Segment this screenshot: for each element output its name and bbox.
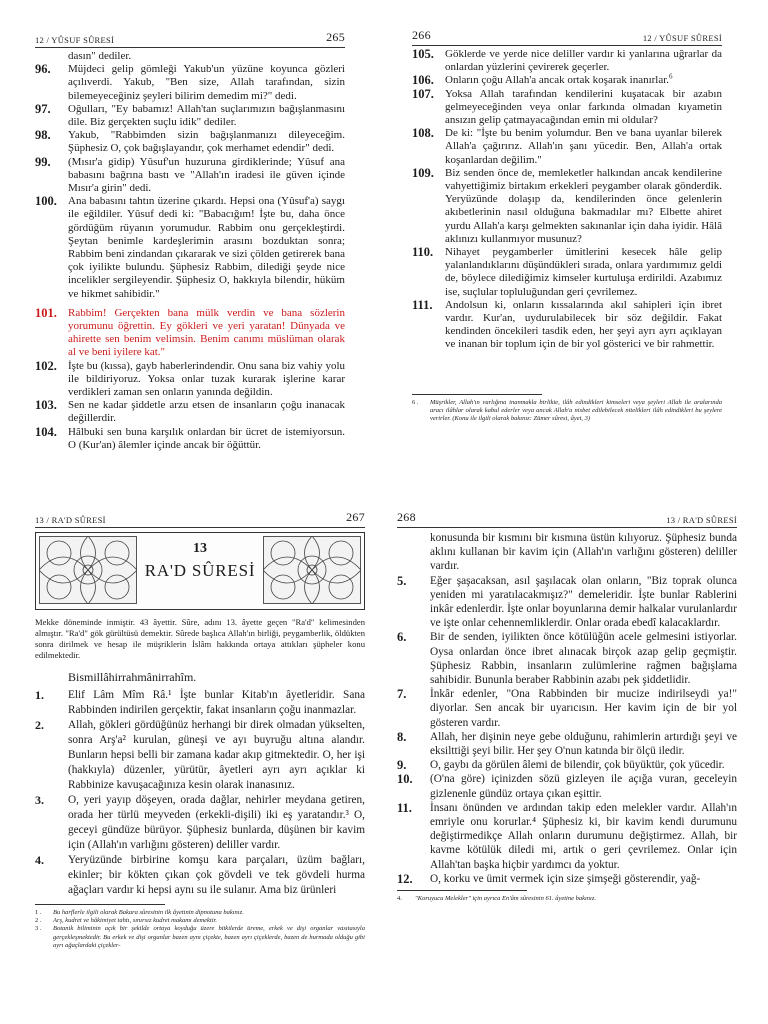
verse-continuation: dasın" dediler. <box>68 50 132 62</box>
footnote <box>412 399 722 424</box>
verse <box>412 246 722 299</box>
verse-list <box>35 50 345 452</box>
verse <box>397 801 737 872</box>
page-number: 266 <box>412 28 431 42</box>
verse-number: 11. <box>397 800 412 815</box>
verse-number: 107. <box>412 86 434 101</box>
verse-number: 5. <box>397 573 407 588</box>
verse <box>412 74 722 87</box>
verse-number: 96. <box>35 62 51 77</box>
header-surah: 13 / RA'D SÛRESİ <box>35 515 106 525</box>
footnote-text: Botanik biliminin açık bir şekilde ortaya koyduğu üzere bitkilerde üreme, erkek ve dişi organlar vasıtasıyla gerçekleşmektedir. Bu erkek ve dişi organlar bazen aynı çiçekte, bazen ayrı çiçeklerde, bazen de hurmada olduğu gibi ayrı ağaçlardaki çiçekler- <box>53 925 365 949</box>
verse-list <box>412 48 722 352</box>
page-267 <box>35 510 365 1024</box>
verse-number: 98. <box>35 128 51 143</box>
verse-text: Göklerde ve yerde nice deliller vardır ki yanlarına uğrarlar da onlardan yüzlerini çevirerek geçerler. <box>445 48 722 74</box>
verse <box>35 793 365 853</box>
header-surah: 12 / YÛSUF SÛRESİ <box>642 33 722 43</box>
footnote <box>35 909 365 917</box>
verse <box>412 88 722 128</box>
verse-text: Biz senden önce de, memleketler halkından ancak kendilerine vahyettiğimiz birtakım erkekleri peygamber olarak gönderdik. Yeryüzünde dolaşıp da, kendilerinden önce gelenlerin akıbetlerinin nasıl olduğuna bakmadılar mı? Elbette ahiret yurdu Allah'a karşı gelmekten sakınanlar için daha iyidir. Hâlâ aklınızı kullanmıyor musunuz? <box>445 166 722 245</box>
verse-text: İnkâr edenler, "Ona Rabbinden bir mucize indirilseydi ya!" diyorlar. Sen ancak bir uyarıcısın. Her kavim için de bir yol gösteren vardır. <box>430 688 737 729</box>
verse-number: 111. <box>412 297 433 312</box>
page-265 <box>35 30 345 508</box>
verse-list <box>397 531 737 886</box>
verse-text: Yeryüzünde birbirine komşu kara parçaları, üzüm bağları, ekinler; bir kökten çıkan çok gövdeli ve tek gövdeli hurma ağaçları vardır ki hepsi aynı su ile sulanır. Ama biz ürünleri <box>68 854 365 896</box>
verse-number: 97. <box>35 101 51 116</box>
verse-number: 8. <box>397 729 407 744</box>
footnote <box>35 917 365 925</box>
verse-text: Eğer şaşacaksan, asıl şaşılacak olan onların, "Biz toprak olunca yeniden mi yaratılacakmışız?" demeleridir. İşte bunlar Rablerini inkâr edenlerdir. İşte onlar boyunlarına demir halkalar vurulanlardır ve işte onlar cehennemliklerdir. Onlar orada ebedî kalacaklardır. <box>430 574 737 630</box>
verse <box>397 630 737 687</box>
footnote-number: 3 . <box>35 925 42 933</box>
footnote-number: 4. <box>397 895 402 903</box>
surah-title <box>136 541 264 581</box>
footnote-text: Arş, kudret ve hâkimiyet tahtı, sınırsız kudret makamı demektir. <box>53 917 217 925</box>
verse-text: Rabbim! Gerçekten bana mülk verdin ve bana sözlerin yorumunu öğrettin. Ey gökleri ve yeri yaratan! Dünyada ve ahirette sen benim velimsin. Benim canımı müslüman olarak al ve beni iyilere kat." <box>68 306 345 359</box>
page-number: 268 <box>397 510 416 524</box>
verse <box>35 853 365 898</box>
footnote-text: Müşrikler, Allah'ın varlığına inanmakla birlikte, ilâh edindikleri kimseleri veya şeyleri Allah ile aralarında aracı ilâhlar olarak kabul ederler veya ancak Allah'a nisbet edilebilecek nitelikleri ilâh edindikleri bu şeylere verirler. (Konu ile ilgili olarak bakınız: Zümer sûresi, âyet, 3) <box>430 398 722 423</box>
verse <box>412 167 722 246</box>
page-268 <box>397 510 737 1024</box>
verse-number: 1. <box>35 688 44 702</box>
verse-continuation: konusunda bir kısmını bir kısmına üstün kılıyoruz. Şüphesiz bunda aklını kullanan bir kavim için (Allah'ın varlığını gösteren) deliller vardır. <box>430 532 737 573</box>
verse-number: 110. <box>412 245 434 260</box>
footnote-divider <box>397 890 527 891</box>
footnote-number: 2 . <box>35 917 42 925</box>
verse-text: Onların çoğu Allah'a ancak ortak koşarak inanırlar. <box>445 74 670 87</box>
verse-number: 6. <box>397 630 407 645</box>
verse-text: O, yeri yayıp döşeyen, orada dağlar, nehirler meydana getiren, orada her türlü meyveden (erkekli-dişili) iki eş yaratandır.³ O, geceyi gündüze bürüyor. Şüphesiz bunlarda, düşünen bir kavim için (Allah'ın varlığını gösteren) deliller vardır. <box>68 794 365 851</box>
highlighted-verse <box>35 307 345 360</box>
header-surah: 13 / RA'D SÛRESİ <box>666 515 737 525</box>
page-number: 265 <box>326 30 345 44</box>
verse-number: 4. <box>35 853 44 867</box>
footnote-number: 6 . <box>412 398 419 406</box>
footnote-text: Bu harflerle ilgili olarak Bakara sûresinin ilk âyetinin dipnotuna bakınız. <box>53 909 244 916</box>
page-header <box>397 510 737 528</box>
verse-text: Allah, her dişinin neye gebe olduğunu, rahimlerin artırdığı şeyi ve eksilttiği şeyi bilir. Her şey O'nun katında bir ölçü iledir. <box>430 730 737 758</box>
verse-text: Ana babasını tahtın üzerine çıkardı. Hepsi ona (Yûsuf'a) saygı ile eğildiler. Yûsuf dedi ki: "Babacığım! İşte bu, daha önce gördüğüm rüyanın yorumudur. Rabbim onu gerçekleştirdi. Şeytan benimle kardeşlerimin arasını bozduktan sonra; Rabbim beni zindandan çıkararak ve sizi çölden getirerek bana çok iyilikte bulundu. Şüphesiz Rabbim, dilediği şeyde nice incelikler sergileyendir. Şüphesiz O, hakkıyla bilendir, hüküm ve hikmet sahibidir." <box>68 195 345 300</box>
verse-number: 102. <box>35 358 57 373</box>
verse-text: (O'na göre) içinizden sözü gizleyen ile açığa vuran, geceleyin gizlenenle gündüz ortaya çıkan eşittir. <box>430 773 737 800</box>
verse-number: 7. <box>397 687 407 702</box>
verse <box>35 103 345 129</box>
footnote-divider <box>412 394 542 395</box>
verse-list <box>35 688 365 898</box>
footnote-ref: 6 <box>669 72 673 81</box>
verse-text: Müjdeci gelip gömleği Yakub'un yüzüne koyunca gözleri açılıverdi. Yakub, "Ben size, Allah tarafından, sizin bilemeyeceğiniz şeyleri bilirim demedim mi?" dedi. <box>68 63 345 102</box>
verse-text: Bir de senden, iyilikten önce kötülüğün acele gelmesini istiyorlar. Oysa onlardan önce ibret alınacak birçok azap gelip geçmiştir. Şüphesiz Rabbin, insanların zulümlerine rağmen bağışlama sahibidir. Bununla beraber Rabbinin azabı pek şiddetlidir. <box>430 631 737 687</box>
surah-title-banner <box>35 532 365 610</box>
page-header <box>35 510 365 528</box>
verse-text: Hâlbuki sen buna karşılık onlardan bir ücret de istemiyorsun. O (Kur'an) âlemler içinde ancak bir öğüttür. <box>68 425 345 451</box>
verse-number: 101. <box>35 305 57 320</box>
footnote-divider <box>35 904 165 905</box>
footnote-text: "Koruyucu Melekler" için ayrıca En'âm sûresinin 61. âyetine bakınız. <box>415 895 596 903</box>
verse <box>397 730 737 758</box>
arabesque-ornament-icon <box>263 536 361 604</box>
surah-name: RA'D SÛRESİ <box>144 561 256 580</box>
verse <box>397 574 737 631</box>
verse-text: Elif Lâm Mîm Râ.¹ İşte bunlar Kitab'ın âyetleridir. Sana Rabbinden indirilen gerçektir, fakat insanların çoğu inanmazlar. <box>68 689 365 716</box>
verse-number: 10. <box>397 772 413 787</box>
page-266 <box>412 28 722 506</box>
footnote <box>35 925 365 950</box>
verse <box>412 127 722 167</box>
verse <box>35 399 345 425</box>
footnote-number: 1 . <box>35 909 42 916</box>
verse-text: Sen ne kadar şiddetle arzu etsen de insanların çoğu inanacak değillerdir. <box>68 399 345 425</box>
arabesque-ornament-icon <box>39 536 137 604</box>
verse-text: İşte bu (kıssa), gayb haberlerindendir. Onu sana biz vahiy yolu ile bildiriyoruz. Yoksa onlar tuzak kurarak işlerine karar verdikleri zaman sen onların yanında değildin. <box>68 359 345 399</box>
verse-text: (Mısır'a gidip) Yûsuf'un huzuruna girdiklerinde; Yûsuf ana babasını bağrına bastı ve "Allah'ın iradesi ile güven içinde Mısır'a girin" dedi. <box>68 155 345 195</box>
header-surah: 12 / YÛSUF SÛRESİ <box>35 35 115 45</box>
verse <box>35 688 365 718</box>
verse-number: 2. <box>35 718 44 732</box>
verse <box>35 426 345 452</box>
verse-text: Andolsun ki, onların kıssalarında akıl sahipleri için ibret vardır. Kur'an, uydurulabilecek bir söz değildir. Fakat kendinden öncekileri tasdik eden, her şeyi ayrı ayrı açıklayan ve inanan bir toplum için de bir yol gösterici ve bir rahmettir. <box>445 298 722 351</box>
verse <box>412 299 722 352</box>
verse-number: 3. <box>35 793 44 807</box>
page-number: 267 <box>346 510 365 524</box>
footnote <box>397 895 737 903</box>
verse <box>397 772 737 800</box>
verse-text: Yoksa Allah tarafından kendilerini kuşatacak bir azabın gelmeyeceğinden veya onlar farkında olmadan kıyametin ansızın gelip çatmayacağından emin mi oldular? <box>445 87 722 127</box>
verse-text: Allah, gökleri gördüğünüz herhangi bir direk olmadan yükselten, sonra Arş'a² kurulan, güneşi ve ayı buyruğu altına alandır. Bunların hepsi belli bir zamana kadar akıp gitmektedir. O, her işi (hakkıyla) düzenler, yürütür, âyetleri ayrı ayrı açıklar ki Rabbinize kavuşacağınıza kesin olarak inanasınız. <box>68 719 365 791</box>
surah-number: 13 <box>193 541 207 556</box>
verse <box>35 156 345 196</box>
verse <box>35 129 345 155</box>
verse-number: 99. <box>35 154 51 169</box>
verse-number: 105. <box>412 47 434 61</box>
verse-number: 108. <box>412 126 434 141</box>
verse-number: 12. <box>397 871 413 886</box>
verse-text: Nihayet peygamberler ümitlerini kesecek hâle gelip yalanlandıklarını düşündükleri sırada, onlara yardımımız geldi de, böylece dilediğimiz kimseler kurtuluşa erdirildi. Azabımız ise, suçlular topluluğundan geri çevrilemez. <box>445 246 722 298</box>
verse-number: 103. <box>35 398 57 413</box>
surah-intro: Mekke döneminde inmiştir. 43 âyettir. Sûre, adını 13. âyette geçen "Ra'd" kelimesinden almıştır. "Ra'd" gök gürültüsü demektir. Sûrede başlıca Allah'ın birliği, peygamberlik, öldükten sonra dirilmek ve hesap ile müşriklerin İslâm hakkında ortaya attıkları şüpheler konu edilmektedir. <box>35 617 365 660</box>
verse <box>397 758 737 772</box>
verse <box>412 48 722 74</box>
verse-text: O, gaybı da görülen âlemi de bilendir, çok büyüktür, çok yücedir. <box>430 759 725 772</box>
verse-text: O, korku ve ümit vermek için size şimşeği gösterendir, yağ- <box>430 872 701 885</box>
verse-number: 100. <box>35 194 57 209</box>
verse <box>35 718 365 793</box>
verse-number: 106. <box>412 73 434 88</box>
verse-text: Oğulları, "Ey babamız! Allah'tan suçlarımızın bağışlanmasını dile. Biz gerçekten suçlu idik" dediler. <box>68 102 345 129</box>
verse <box>35 360 345 400</box>
basmala: Bismillâhirrahmânirrahîm. <box>68 670 197 684</box>
page-header <box>35 30 345 48</box>
verse-text: De ki: "İşte bu benim yolumdur. Ben ve bana uyanlar bilerek Allah'a çağırırız. Allah'ın şanı yücedir. Ben, Allah'a ortak koşanlardan değilim." <box>445 127 722 166</box>
verse-number: 9. <box>397 758 407 773</box>
verse-text: Yakub, "Rabbimden sizin bağışlanmanızı dileyeceğim. Şüphesiz O, çok bağışlayandır, çok merhamet edendir" dedi. <box>68 129 345 155</box>
page-header <box>412 28 722 46</box>
verse <box>35 195 345 301</box>
verse <box>397 687 737 730</box>
verse <box>397 872 737 886</box>
verse-number: 109. <box>412 165 434 180</box>
verse-number: 104. <box>35 424 57 439</box>
verse-text: İnsanı önünden ve ardından takip eden melekler vardır. Allah'ın emriyle onu korurlar.⁴ Şüphesiz ki, bir kavim kendi durumunu değiştirmedikçe Allah onların durumunu değiştirmez. Allah, bir kavme kötülük diledi mi, artık o geri çevrilemez. Onlar için Allah'tan başka hiçbir yardımcı da yoktur. <box>430 801 737 871</box>
verse <box>35 63 345 103</box>
